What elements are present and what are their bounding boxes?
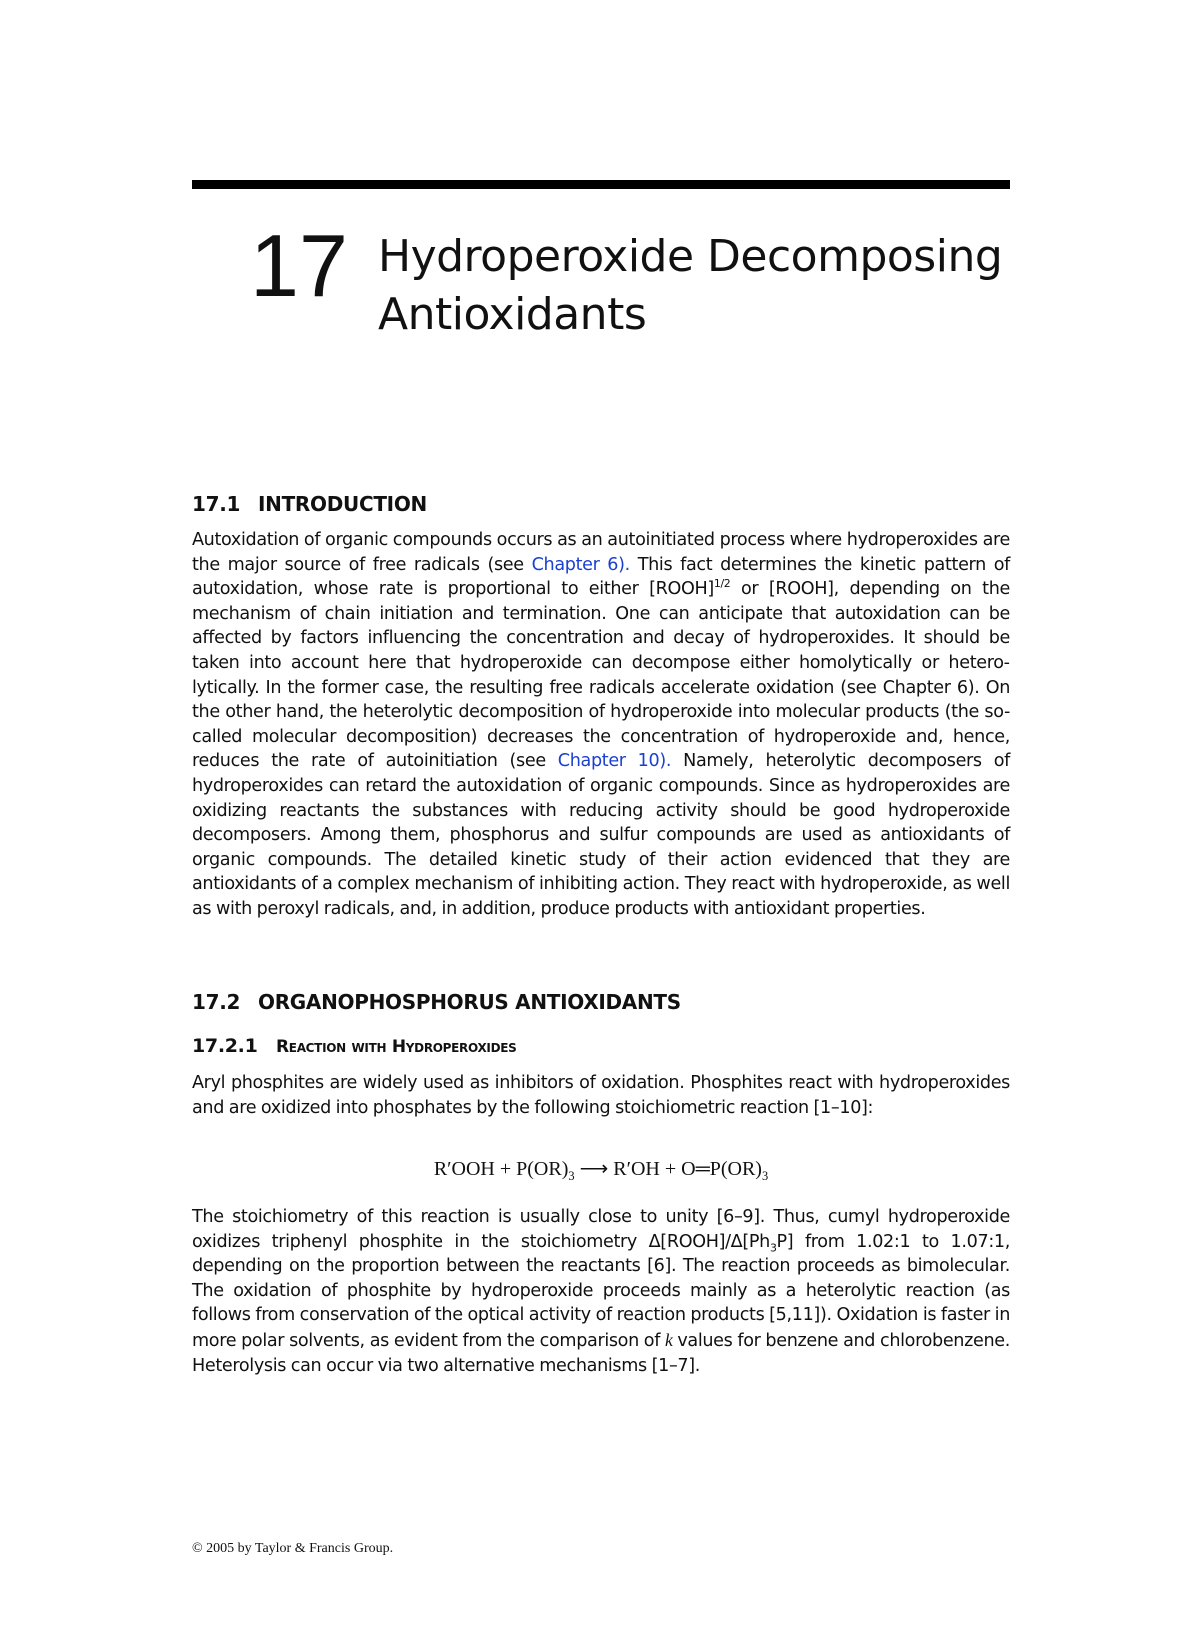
subscript: 3: [769, 1241, 777, 1255]
reaction-equation: [192, 1156, 1010, 1181]
subsection-number: 17.2.1: [192, 1035, 258, 1057]
phosphites-paragraph: [192, 1071, 1010, 1120]
subscript: 3: [568, 1169, 575, 1183]
text-run: Autoxidation of organic compounds occurs as an autoinitiated process where hydroperoxides are the major source of free radicals (see: [192, 530, 1010, 575]
chapter-title-line-2: Antioxidants: [378, 289, 647, 340]
chapter-10-link[interactable]: Chapter 10).: [557, 751, 672, 772]
section-title: ORGANOPHOSPHORUS ANTIOXIDANTS: [258, 990, 681, 1014]
paragraph-text: Aryl phosphites are widely used as inhibitors of oxidation. Phosphites react with hydroperoxides and are oxidized into phosphates by the following stoichiometric reaction [1–10]:: [192, 1073, 1010, 1118]
subscript: 3: [761, 1169, 769, 1183]
introduction-paragraph: [192, 528, 1010, 922]
chapter-title-line-1: Hydroperoxide Decomposing: [378, 231, 1003, 282]
chapter-number: 17: [250, 216, 348, 315]
text-run: P] from 1.02:1 to 1.07:1, depending on the proportion between the reactants [6]. The reaction proceeds as bimolecular. The oxidation of phosphite by hydroperoxide proceeds mainly as a heterolytic reaction (as follows from conservation of the optical activity of reaction products [5,11]). Oxidation is faster in more polar solvents, as evident from the comparison of: [192, 1231, 1011, 1351]
section-heading-introduction: [192, 492, 427, 516]
text-run: The stoichiometry of this reaction is usually close to unity [6–9]. Thus, cumyl hydroperoxide oxidizes triphenyl phosphite in the stoichiometry Δ[ROOH]/Δ[Ph: [192, 1207, 1010, 1252]
section-heading-organophosphorus: [192, 990, 681, 1014]
section-title: INTRODUCTION: [258, 492, 427, 516]
chapter-6-link[interactable]: Chapter 6).: [531, 554, 630, 575]
text-run: or [ROOH], depending on the mechanism of chain initiation and termination. One can anticipate that autoxidation can be affected by factors influencing the concentration and decay of hydroperoxides. It should be taken into account here that hydroperoxide can decompose either homolytically or heterolytically. In the former case, the resulting free radicals accelerate oxidation (see Chapter 6). On the other hand, the heterolytic decomposition of hydroperoxide into molecular products (the so-called molecular decomposition) decreases the concentration of hydroperoxide and, hence, reduces the rate of autoinitiation (see: [192, 579, 1010, 772]
copyright-footer: © 2005 by Taylor & Francis Group.: [192, 1541, 394, 1556]
superscript: 1/2: [713, 577, 731, 591]
reaction-arrow: ⟶: [574, 1158, 614, 1180]
text-run: values for benzene and chlorobenzene. Heterolysis can occur via two alternative mechanisms [1–7].: [192, 1330, 1010, 1376]
stoichiometry-paragraph: [192, 1205, 1010, 1378]
chapter-top-rule: [192, 180, 1010, 189]
subsection-title: Reaction with Hydroperoxides: [276, 1037, 517, 1057]
equation-rhs: R′OH + O═P(OR): [613, 1158, 762, 1180]
k-symbol: k: [664, 1329, 673, 1350]
text-run: This fact determines the kinetic pattern of autoxidation, whose rate is proportional to either [ROOH]: [192, 554, 1011, 600]
equation-lhs: R′OOH + P(OR): [433, 1158, 569, 1180]
chapter-title: [378, 228, 1018, 344]
text-run: Namely, heterolytic decomposers of hydroperoxides can retard the autoxidation of organic compounds. Since as hydroperoxides are oxidizing reactants the substances with reducing activity should be good hydroperoxide decomposers. Among them, phosphorus and sulfur compounds are used as antioxidants of organic compounds. The detailed kinetic study of their action evidenced that they are antioxidants of a complex mechanism of inhibiting action. They react with hydroperoxide, as well as with peroxyl radicals, and, in addition, produce products with antioxidant properties.: [192, 751, 1011, 919]
section-number: 17.1: [192, 492, 241, 516]
section-number: 17.2: [192, 990, 241, 1014]
subsection-heading: [192, 1035, 517, 1057]
